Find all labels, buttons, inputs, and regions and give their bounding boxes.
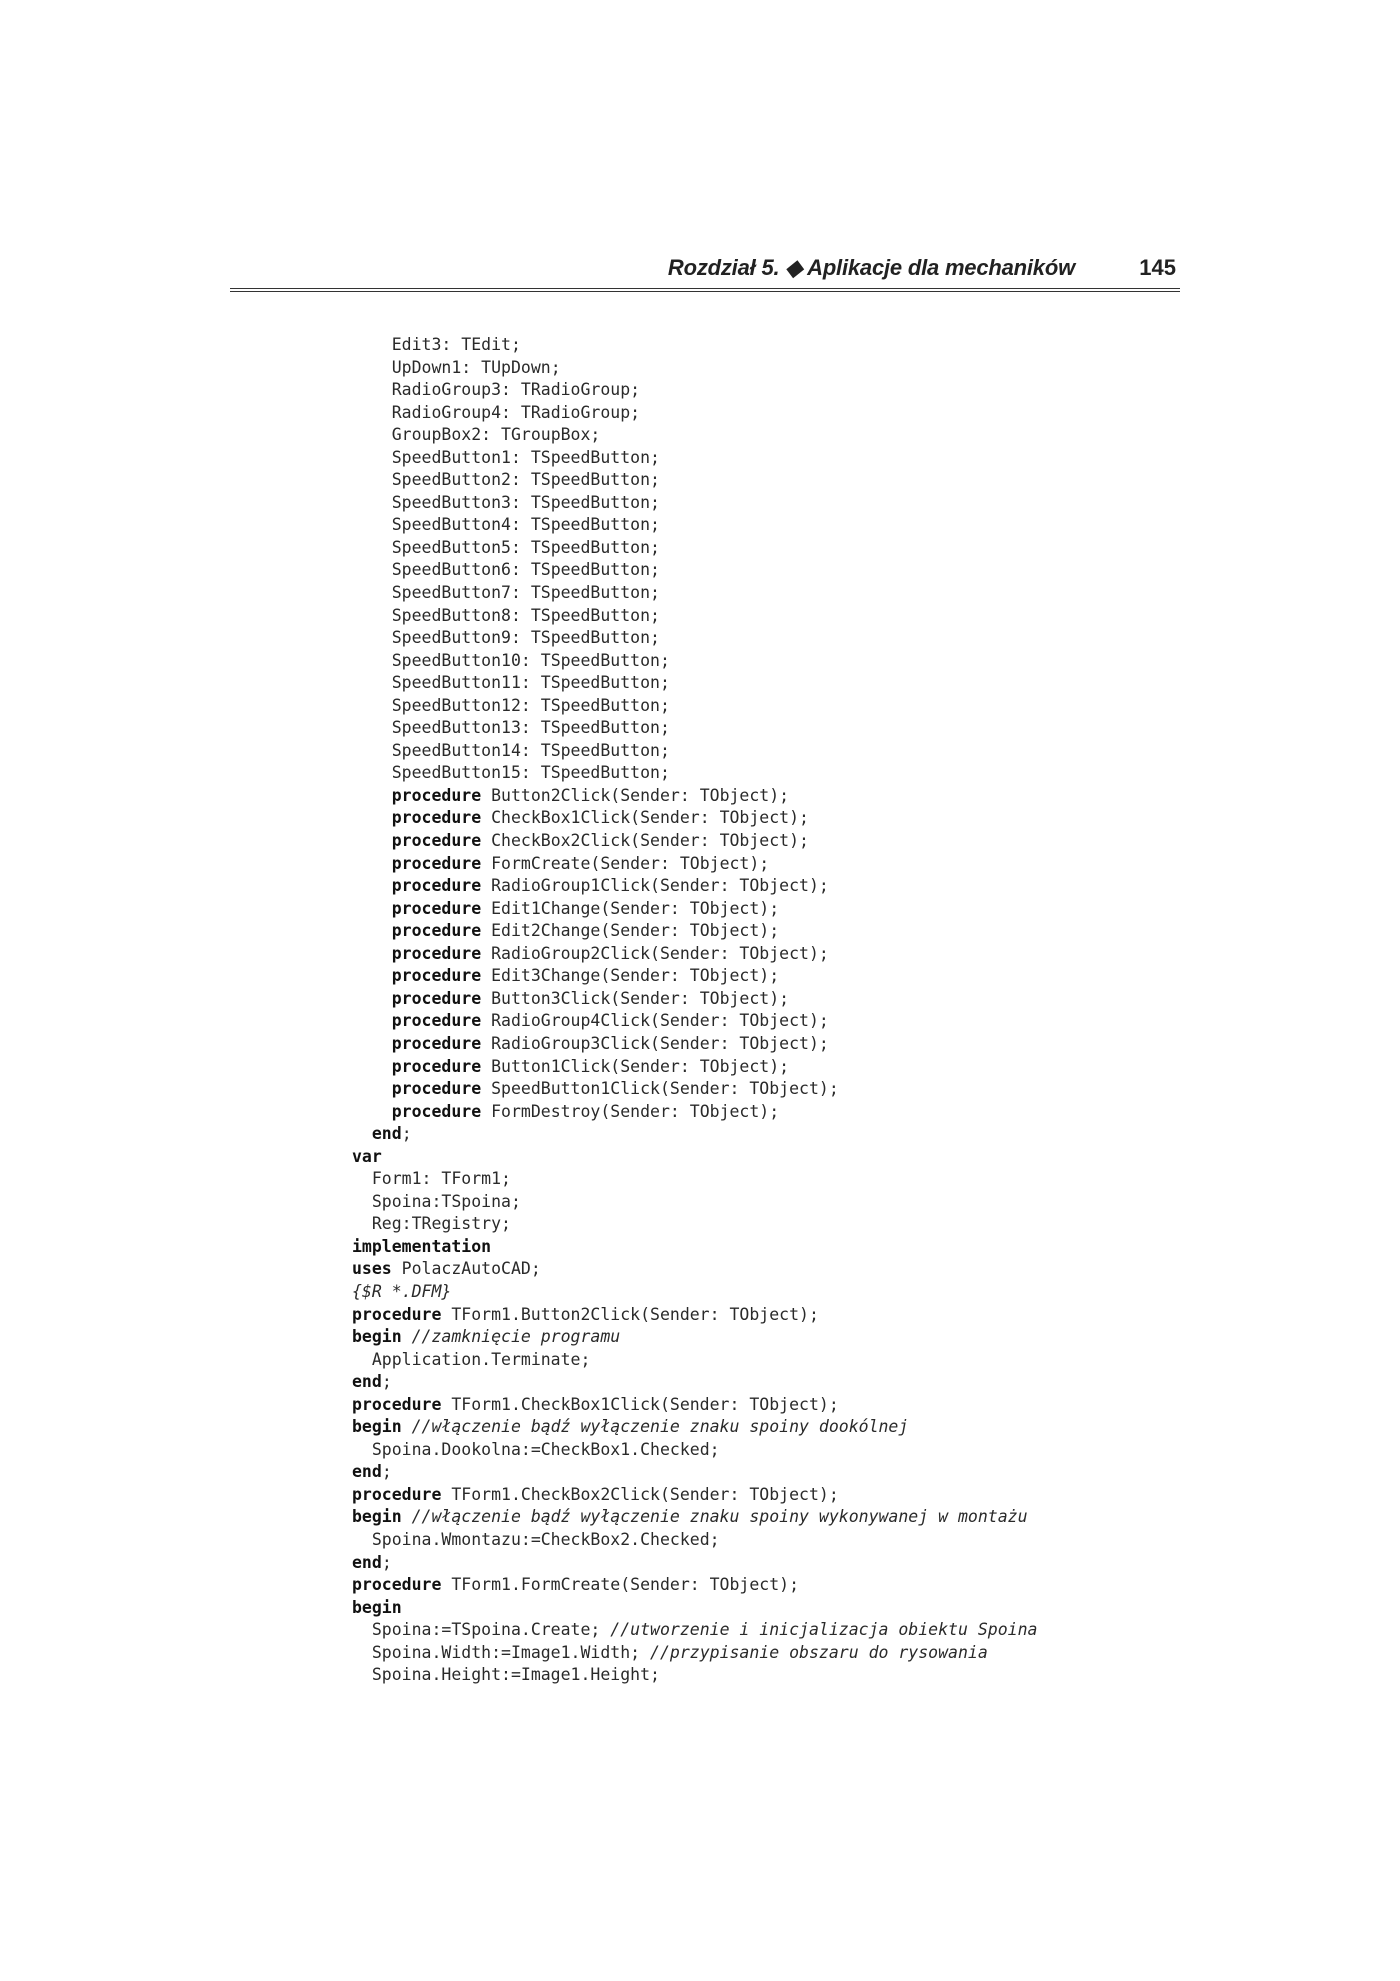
code-text: TForm1.Button2Click(Sender: TObject); xyxy=(441,1304,819,1324)
code-text: Button3Click(Sender: TObject); xyxy=(481,988,790,1008)
code-line xyxy=(352,650,1152,673)
code-line xyxy=(352,1574,1152,1597)
code-text: SpeedButton8: TSpeedButton; xyxy=(391,605,660,625)
code-line xyxy=(352,695,1152,718)
code-text: SpeedButton15: TSpeedButton; xyxy=(391,763,670,783)
code-keyword: begin xyxy=(352,1597,402,1617)
code-line xyxy=(352,1236,1152,1259)
code-text: SpeedButton13: TSpeedButton; xyxy=(391,718,670,738)
code-text: SpeedButton6: TSpeedButton; xyxy=(391,560,660,580)
code-keyword: procedure xyxy=(391,898,482,918)
code-line xyxy=(352,807,1152,830)
code-line xyxy=(352,672,1152,695)
code-line xyxy=(352,1416,1152,1439)
code-text xyxy=(402,1507,412,1526)
code-line xyxy=(352,1146,1152,1169)
code-line xyxy=(352,492,1152,515)
code-line xyxy=(352,627,1152,650)
code-line xyxy=(352,582,1152,605)
code-text: ; xyxy=(401,1124,412,1144)
page-number: 145 xyxy=(1139,255,1176,280)
code-keyword: procedure xyxy=(352,1304,442,1324)
code-text: SpeedButton2: TSpeedButton; xyxy=(391,470,660,490)
code-line xyxy=(352,1506,1152,1529)
code-keyword: end xyxy=(352,1462,382,1482)
code-text: UpDown1: TUpDown; xyxy=(391,357,561,377)
code-line xyxy=(352,1439,1152,1462)
code-keyword: procedure xyxy=(391,853,482,873)
code-keyword: begin xyxy=(352,1417,402,1437)
code-text: SpeedButton14: TSpeedButton; xyxy=(391,740,670,760)
code-line xyxy=(352,1213,1152,1236)
code-text: FormDestroy(Sender: TObject); xyxy=(481,1101,780,1121)
code-line xyxy=(352,1642,1152,1665)
code-keyword: procedure xyxy=(391,1056,482,1076)
code-line xyxy=(352,1664,1152,1687)
code-line xyxy=(352,853,1152,876)
code-keyword: procedure xyxy=(391,808,482,828)
code-listing xyxy=(352,334,1152,1687)
code-text: SpeedButton4: TSpeedButton; xyxy=(391,515,660,535)
code-text: Button2Click(Sender: TObject); xyxy=(481,785,790,805)
code-line xyxy=(352,1552,1152,1575)
code-text: CheckBox2Click(Sender: TObject); xyxy=(481,831,809,851)
code-text: Application.Terminate; xyxy=(371,1349,591,1369)
code-line xyxy=(352,875,1152,898)
code-text: TForm1.CheckBox1Click(Sender: TObject); xyxy=(441,1394,839,1414)
code-keyword: procedure xyxy=(391,876,482,896)
code-line xyxy=(352,1056,1152,1079)
code-text: CheckBox1Click(Sender: TObject); xyxy=(481,808,809,828)
code-line xyxy=(352,898,1152,921)
code-text: FormCreate(Sender: TObject); xyxy=(481,853,770,873)
code-line xyxy=(352,1258,1152,1281)
code-line xyxy=(352,1123,1152,1146)
chapter-title: Rozdział 5. ◆ Aplikacje dla mechaników xyxy=(667,255,1075,280)
code-text: RadioGroup2Click(Sender: TObject); xyxy=(481,943,829,963)
code-line xyxy=(352,1191,1152,1214)
code-keyword: var xyxy=(352,1146,382,1166)
code-text: Spoina.Wmontazu:=CheckBox2.Checked; xyxy=(371,1529,720,1549)
code-line xyxy=(352,717,1152,740)
code-line xyxy=(352,1304,1152,1327)
code-text xyxy=(402,1327,412,1346)
code-keyword: procedure xyxy=(391,831,482,851)
code-text: SpeedButton5: TSpeedButton; xyxy=(391,537,660,557)
code-text xyxy=(402,1417,412,1436)
code-keyword: procedure xyxy=(391,1101,482,1121)
code-keyword: procedure xyxy=(391,988,482,1008)
code-line xyxy=(352,357,1152,380)
code-comment: //przypisanie obszaru do rysowania xyxy=(650,1642,988,1662)
code-keyword: uses xyxy=(352,1259,392,1279)
code-line xyxy=(352,514,1152,537)
code-line xyxy=(352,1619,1152,1642)
code-line xyxy=(352,943,1152,966)
code-text: SpeedButton7: TSpeedButton; xyxy=(391,583,660,603)
code-line xyxy=(352,762,1152,785)
code-text: Reg:TRegistry; xyxy=(371,1214,511,1234)
code-comment: {$R *.DFM} xyxy=(352,1281,452,1301)
code-text: RadioGroup3: TRadioGroup; xyxy=(391,380,641,400)
code-line xyxy=(352,1168,1152,1191)
code-text: PolaczAutoCAD; xyxy=(391,1259,541,1279)
code-text: RadioGroup4: TRadioGroup; xyxy=(391,402,641,422)
code-keyword: procedure xyxy=(352,1484,442,1504)
code-keyword: procedure xyxy=(391,1079,482,1099)
code-line xyxy=(352,740,1152,763)
code-line xyxy=(352,1033,1152,1056)
code-text: ; xyxy=(381,1372,392,1392)
code-keyword: procedure xyxy=(352,1575,442,1595)
code-keyword: end xyxy=(371,1124,402,1144)
code-keyword: procedure xyxy=(391,1033,482,1053)
code-text: SpeedButton3: TSpeedButton; xyxy=(391,492,660,512)
code-line xyxy=(352,402,1152,425)
code-line xyxy=(352,1597,1152,1620)
code-keyword: procedure xyxy=(391,966,482,986)
code-line xyxy=(352,1349,1152,1372)
code-line xyxy=(352,379,1152,402)
code-line xyxy=(352,1281,1152,1304)
code-line xyxy=(352,334,1152,357)
code-comment: //utworzenie i inicjalizacja obiektu Spoina xyxy=(610,1620,1038,1640)
code-text: SpeedButton12: TSpeedButton; xyxy=(391,695,670,715)
code-line xyxy=(352,920,1152,943)
code-line xyxy=(352,559,1152,582)
code-keyword: implementation xyxy=(352,1236,492,1256)
code-line xyxy=(352,1394,1152,1417)
code-text: TForm1.CheckBox2Click(Sender: TObject); xyxy=(441,1484,839,1504)
code-text: Edit3: TEdit; xyxy=(391,335,521,354)
code-text: ; xyxy=(381,1552,392,1572)
code-text: ; xyxy=(381,1462,392,1482)
code-keyword: procedure xyxy=(391,943,482,963)
code-line xyxy=(352,785,1152,808)
code-line xyxy=(352,1484,1152,1507)
code-line xyxy=(352,1371,1152,1394)
code-keyword: begin xyxy=(352,1507,402,1527)
code-text: RadioGroup4Click(Sender: TObject); xyxy=(481,1011,829,1031)
code-line xyxy=(352,988,1152,1011)
code-text: Edit3Change(Sender: TObject); xyxy=(481,966,780,986)
code-line xyxy=(352,965,1152,988)
code-line xyxy=(352,469,1152,492)
code-line xyxy=(352,1326,1152,1349)
code-text: Button1Click(Sender: TObject); xyxy=(481,1056,790,1076)
code-text: Spoina.Width:=Image1.Width; xyxy=(371,1642,651,1662)
page-header xyxy=(230,253,1180,291)
code-text: SpeedButton11: TSpeedButton; xyxy=(391,673,670,693)
code-keyword: procedure xyxy=(391,1011,482,1031)
code-text: RadioGroup3Click(Sender: TObject); xyxy=(481,1033,829,1053)
code-text: SpeedButton1: TSpeedButton; xyxy=(391,447,660,467)
code-keyword: procedure xyxy=(352,1394,442,1414)
code-line xyxy=(352,605,1152,628)
code-text: Edit2Change(Sender: TObject); xyxy=(481,921,780,941)
code-text: Spoina:=TSpoina.Create; xyxy=(371,1620,611,1640)
code-keyword: procedure xyxy=(391,921,482,941)
code-comment: //włączenie bądź wyłączenie znaku spoiny dookólnej xyxy=(411,1417,909,1437)
code-keyword: begin xyxy=(352,1327,402,1347)
code-text: SpeedButton10: TSpeedButton; xyxy=(391,650,670,670)
code-text: TForm1.FormCreate(Sender: TObject); xyxy=(441,1575,800,1595)
code-line xyxy=(352,830,1152,853)
code-text: Spoina.Dookolna:=CheckBox1.Checked; xyxy=(371,1439,720,1459)
code-text: Spoina:TSpoina; xyxy=(371,1191,521,1211)
code-keyword: end xyxy=(352,1552,382,1572)
code-comment: //zamknięcie programu xyxy=(411,1327,621,1347)
code-line xyxy=(352,447,1152,470)
code-line xyxy=(352,1101,1152,1124)
code-text: Form1: TForm1; xyxy=(371,1169,511,1189)
code-line xyxy=(352,1078,1152,1101)
code-text: SpeedButton9: TSpeedButton; xyxy=(391,628,660,648)
code-text: SpeedButton1Click(Sender: TObject); xyxy=(481,1079,839,1099)
code-line xyxy=(352,537,1152,560)
code-text: Spoina.Height:=Image1.Height; xyxy=(371,1665,660,1685)
code-text: GroupBox2: TGroupBox; xyxy=(391,425,601,445)
code-line xyxy=(352,1010,1152,1033)
code-comment: //włączenie bądź wyłączenie znaku spoiny wykonywanej w montażu xyxy=(411,1507,1028,1527)
header-rule xyxy=(230,288,1180,292)
code-line xyxy=(352,1529,1152,1552)
code-keyword: procedure xyxy=(391,785,482,805)
code-line xyxy=(352,1461,1152,1484)
code-text: RadioGroup1Click(Sender: TObject); xyxy=(481,876,829,896)
code-text: Edit1Change(Sender: TObject); xyxy=(481,898,780,918)
code-keyword: end xyxy=(352,1372,382,1392)
code-line xyxy=(352,424,1152,447)
